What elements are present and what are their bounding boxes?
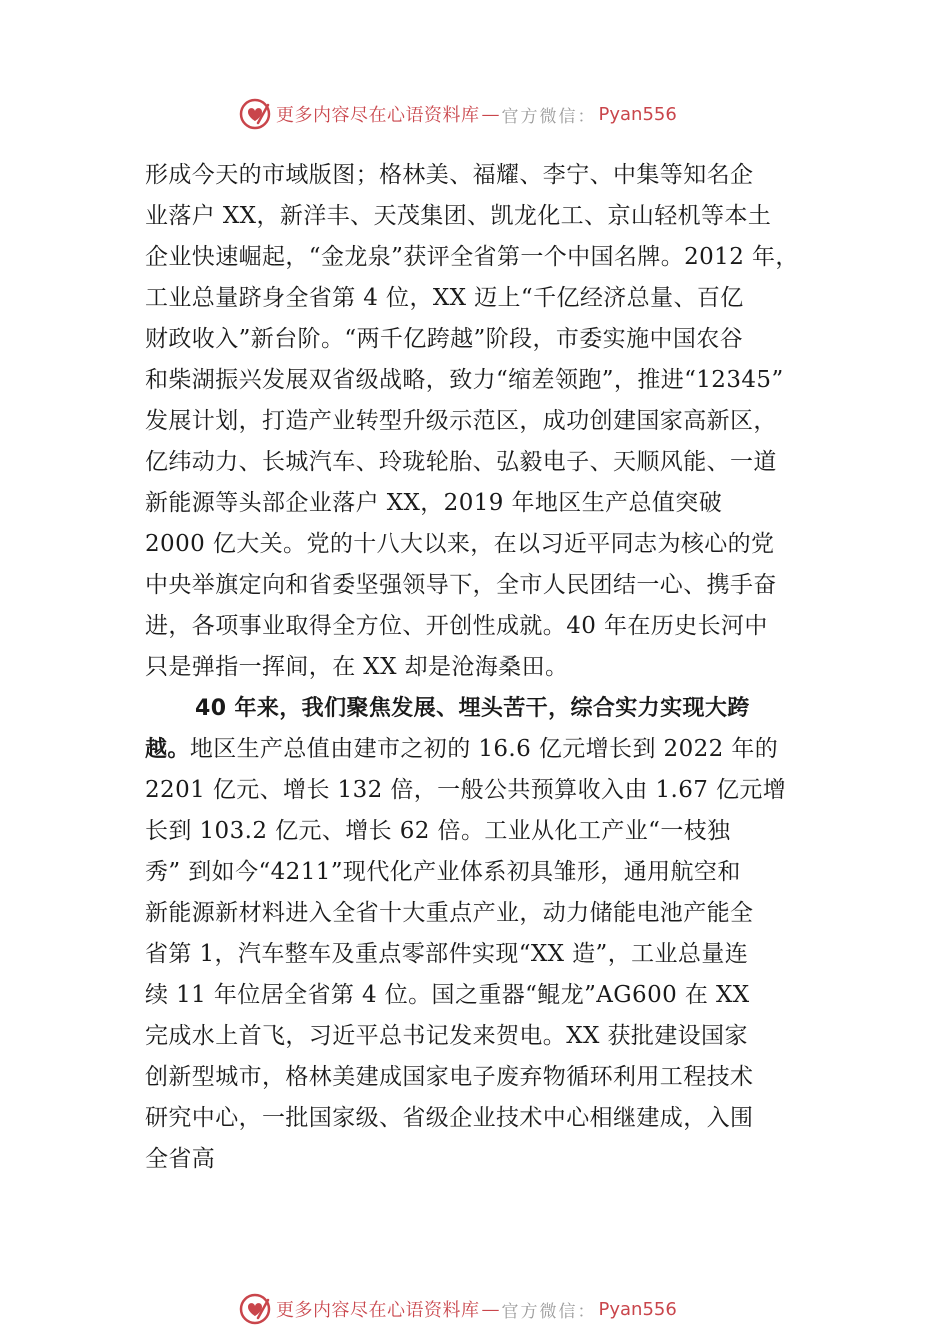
section-heading: 40 年来，我们聚焦发展、埋头苦干，综合实力实现大跨 <box>195 696 750 721</box>
text-line: 新能源等头部企业落户 XX，2019 年地区生产总值突破 <box>145 490 723 516</box>
text-line: 省第 1，汽车整车及重点零部件实现“XX 造”，工业总量连 <box>145 941 749 967</box>
text-line: 2000 亿大关。党的十八大以来，在以习近平同志为核心的党 <box>145 531 775 557</box>
text-line: 和柴湖振兴发展双省级战略，致力“缩差领跑”，推进“12345” <box>145 367 784 393</box>
text-line: 全省高 <box>145 1146 216 1172</box>
heart-pen-logo-icon <box>238 97 272 131</box>
text-line: 中央举旗定向和省委坚强领导下，全市人民团结一心、携手奋 <box>145 572 777 598</box>
text-line: 2201 亿元、增长 132 倍，一般公共预算收入由 1.67 亿元增 <box>145 777 787 803</box>
text-line: 进，各项事业取得全方位、开创性成就。40 年在历史长河中 <box>145 613 768 639</box>
text-line: 业落户 XX，新洋丰、天茂集团、凯龙化工、京山轻机等本土 <box>145 203 772 229</box>
text-line: 创新型城市，格林美建成国家电子废弃物循环利用工程技术 <box>145 1064 754 1090</box>
section-text-start: 地区生产总值由建市之初的 16.6 亿元增长到 2022 年的 <box>189 736 779 762</box>
text-line: 形成今天的市域版图；格林美、福耀、李宁、中集等知名企 <box>145 162 754 188</box>
watermark-site-name: 更多内容尽在心语资料库 <box>276 1300 480 1321</box>
text-line: 完成水上首飞，习近平总书记发来贺电。XX 获批建设国家 <box>145 1023 748 1049</box>
watermark-wechat-label: 官方微信： <box>501 106 597 127</box>
section-heading-continuation <box>145 729 825 770</box>
text-line: 新能源新材料进入全省十大重点产业，动力储能电池产能全 <box>145 900 754 926</box>
watermark-dash: — <box>481 1298 500 1320</box>
text-line: 秀” 到如今“4211”现代化产业体系初具雏形，通用航空和 <box>145 859 741 885</box>
watermark-site-name: 更多内容尽在心语资料库 <box>276 105 480 126</box>
watermark-dash: — <box>481 103 500 125</box>
watermark-header <box>238 96 677 132</box>
text-line: 财政收入”新台阶。“两千亿跨越”阶段，市委实施中国农谷 <box>145 326 744 352</box>
watermark-wechat-id: Pyan556 <box>598 103 677 125</box>
text-line: 续 11 年位居全省第 4 位。国之重器“鲲龙”AG600 在 XX <box>145 982 750 1008</box>
text-line: 企业快速崛起，“金龙泉”获评全省第一个中国名牌。2012 年， <box>145 244 799 270</box>
text-line: 只是弹指一挥间，在 XX 却是沧海桑田。 <box>145 654 569 680</box>
watermark-wechat-id: Pyan556 <box>598 1298 677 1320</box>
text-line: 工业总量跻身全省第 4 位，XX 迈上“千亿经济总量、百亿 <box>145 285 744 311</box>
text-line: 亿纬动力、长城汽车、玲珑轮胎、弘毅电子、天顺风能、一道 <box>145 449 777 475</box>
section-heading-end: 越。 <box>145 737 190 762</box>
text-line: 研究中心，一批国家级、省级企业技术中心相继建成，入围 <box>145 1105 754 1131</box>
heart-pen-logo-icon <box>238 1292 272 1326</box>
document-body <box>145 155 825 1180</box>
text-line: 发展计划，打造产业转型升级示范区，成功创建国家高新区， <box>145 408 777 434</box>
watermark-footer <box>238 1291 677 1327</box>
watermark-wechat-label: 官方微信： <box>501 1301 597 1322</box>
text-line: 长到 103.2 亿元、增长 62 倍。工业从化工产业“一枝独 <box>145 818 731 844</box>
